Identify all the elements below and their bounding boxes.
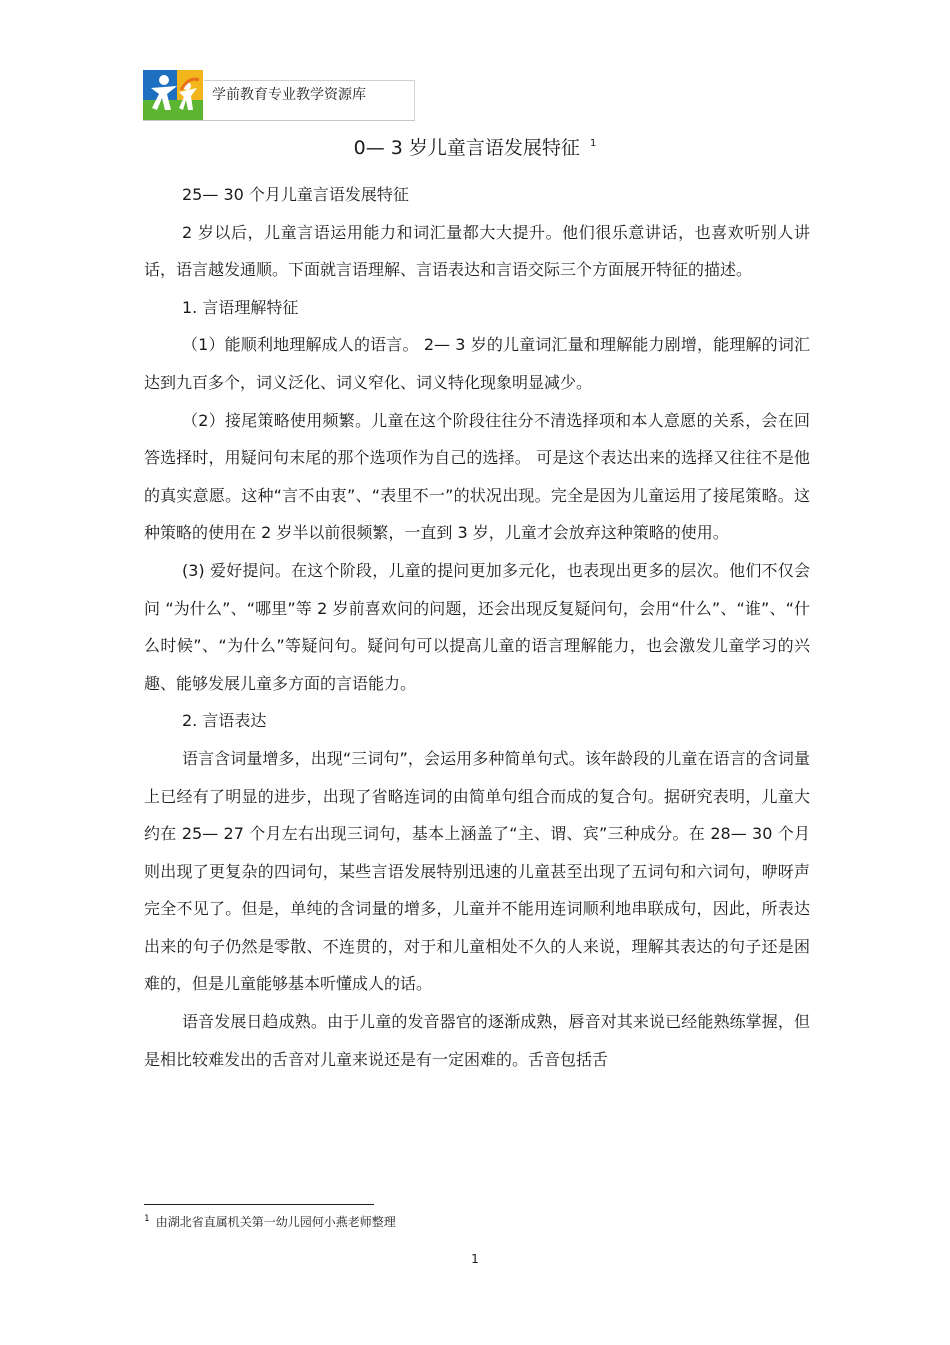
page-number: 1 bbox=[471, 1252, 479, 1266]
page-header bbox=[143, 70, 415, 121]
document-body bbox=[144, 176, 810, 1078]
subsection-heading: 2. 言语表达 bbox=[182, 711, 267, 731]
paragraph: （1）能顺利地理解成人的语言。 2— 3 岁的儿童词汇量和理解能力剧增，能理解的词汇达到九百多个，词义泛化、词义窄化、词义特化现象明显减少。 bbox=[144, 335, 810, 392]
paragraph: 语音发展日趋成熟。由于儿童的发音器官的逐渐成熟，唇音对其来说已经能熟练掌握，但是相比较难发出的舌音对儿童来说还是有一定困难的。舌音包括舌 bbox=[144, 1012, 810, 1069]
header-divider bbox=[414, 80, 415, 120]
section-heading: 25— 30 个月儿童言语发展特征 bbox=[182, 185, 409, 204]
header-rule bbox=[204, 80, 415, 81]
kids-logo-icon bbox=[143, 70, 203, 120]
document-title bbox=[0, 135, 950, 161]
title-footnote-mark: 1 bbox=[589, 138, 597, 149]
footnote-rule bbox=[144, 1204, 374, 1205]
subsection-heading: 1. 言语理解特征 bbox=[182, 297, 299, 317]
footnote-text: 由湖北省直属机关第一幼儿园何小燕老师整理 bbox=[155, 1215, 396, 1229]
document-title-text: 0— 3 岁儿童言语发展特征 bbox=[353, 137, 580, 159]
footnote bbox=[144, 1213, 396, 1231]
paragraph: 2 岁以后，儿童言语运用能力和词汇量都大大提升。他们很乐意讲话，也喜欢听别人讲话，语言越发通顺。下面就言语理解、言语表达和言语交际三个方面展开特征的描述。 bbox=[144, 222, 810, 280]
footnote-mark: 1 bbox=[144, 1214, 150, 1224]
paragraph: （2）接尾策略使用频繁。儿童在这个阶段往往分不清选择项和本人意愿的关系，会在回答选择时，用疑问句末尾的那个选项作为自己的选择。 可是这个表达出来的选择又往往不是他的真实意愿。这种“言不由衷”、“表里不一”的状况出现。完全是因为儿童运用了接尾策略。这种策略的使用在 2 岁半以前很频繁，一直到 3 岁，儿童才会放弃这种策略的使用。 bbox=[144, 410, 810, 543]
paragraph: (3) 爱好提问。在这个阶段，儿童的提问更加多元化，也表现出更多的层次。他们不仅会问 “为什么”、“哪里”等 2 岁前喜欢问的问题，还会出现反复疑问句，会用“什么”、“谁”、“什么时候”、“为什么”等疑问句。疑问句可以提高儿童的语言理解能力，也会激发儿童学习的兴趣、能够发展儿童多方面的言语能力。 bbox=[144, 560, 810, 693]
header-title: 学前教育专业教学资源库 bbox=[212, 87, 366, 103]
paragraph: 语言含词量增多，出现“三词句”，会运用多种简单句式。该年龄段的儿童在语言的含词量上已经有了明显的进步，出现了省略连词的由简单句组合而成的复合句。据研究表明，儿童大约在 25— 27 个月左右出现三词句，基本上涵盖了“主、谓、宾”三种成分。在 28— 30 个月则出现了更复杂的四词句，某些言语发展特别迅速的儿童甚至出现了五词句和六词句，咿呀声完全不见了。但是，单纯的含词量的增多，儿童并不能用连词顺利地串联成句，因此，所表达出来的句子仍然是零散、不连贯的，对于和儿童相处不久的人来说，理解其表达的句子还是困难的，但是儿童能够基本听懂成人的话。 bbox=[144, 748, 810, 994]
